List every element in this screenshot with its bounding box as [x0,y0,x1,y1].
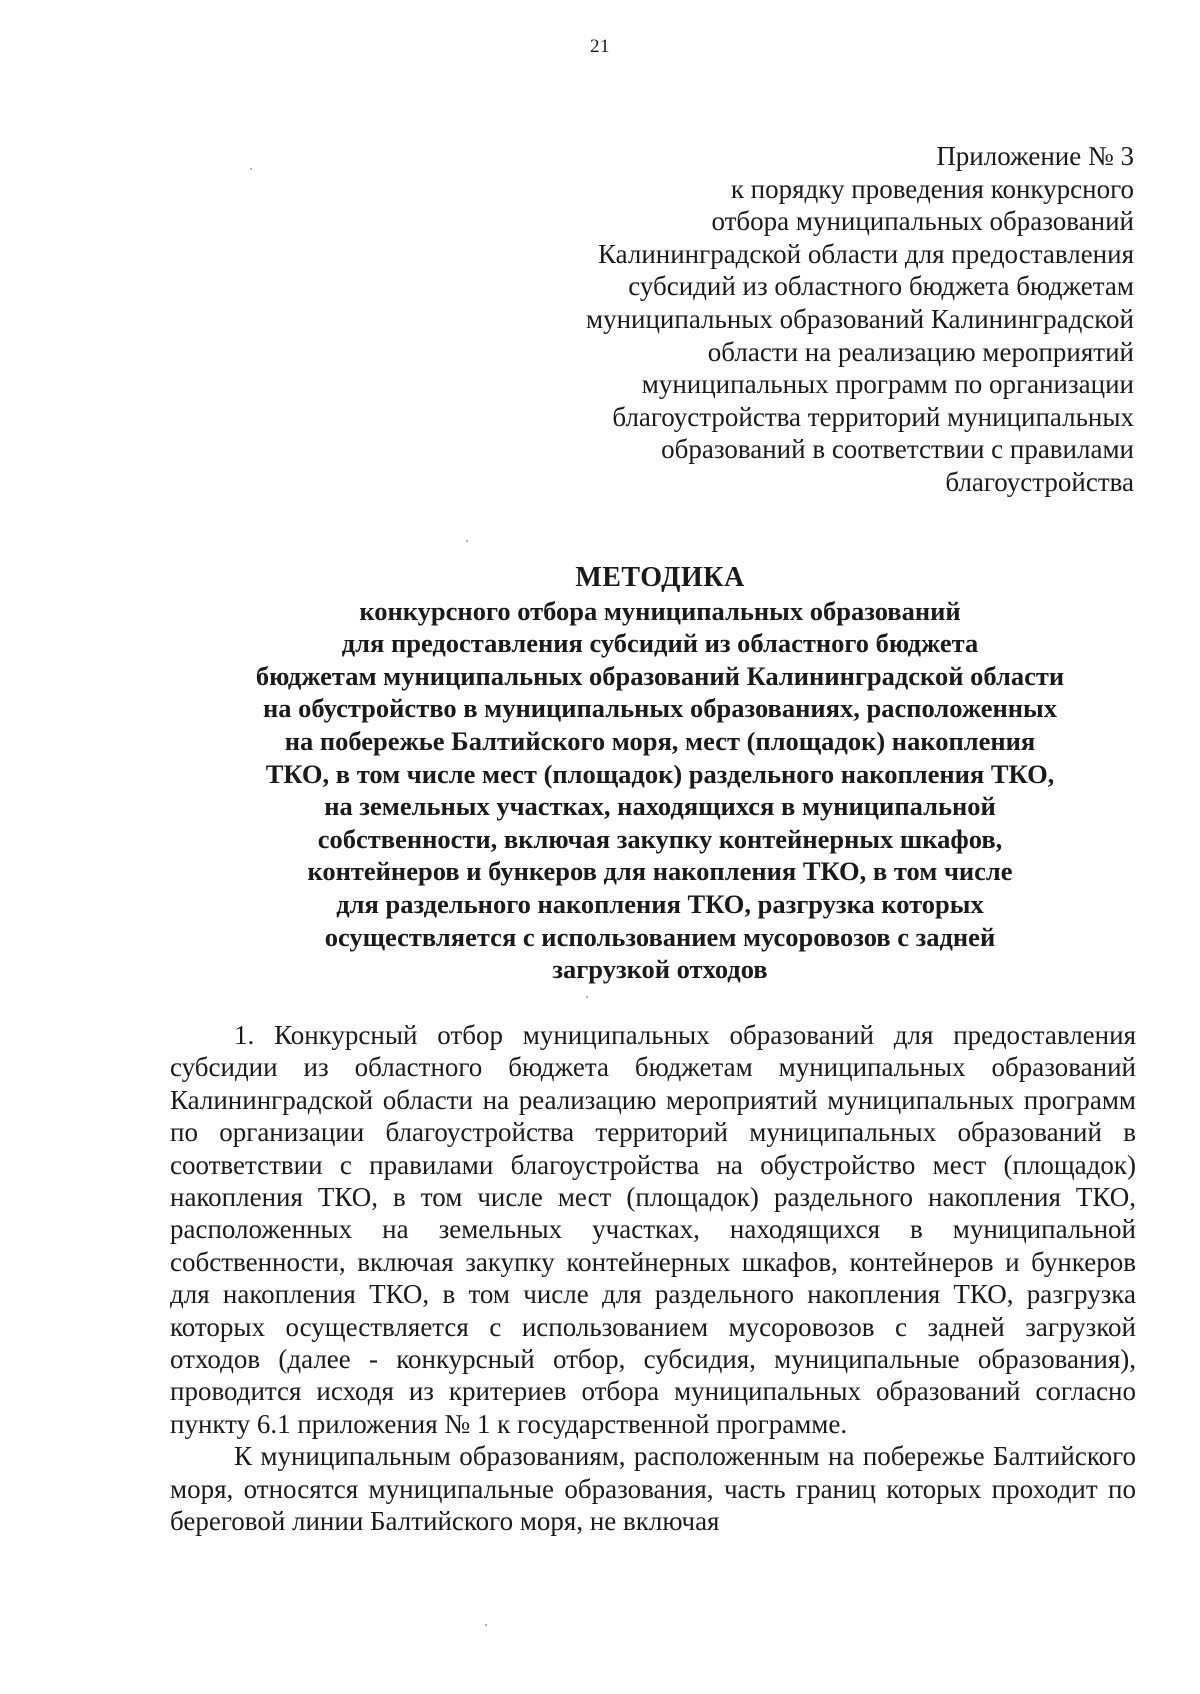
appendix-line: благоустройства [945,466,1134,497]
appendix-line: Калининградской области для предоставления [597,238,1134,269]
heading-line: для раздельного накопления ТКО, разгрузка которых [336,888,984,919]
document-heading [120,562,1200,986]
body-text [170,1019,1136,1538]
heading-line: для предоставления субсидий из областного бюджета [341,628,979,659]
heading-line: контейнеров и бункеров для накопления ТКО, в том числе [307,856,1013,887]
appendix-line: области на реализацию мероприятий [707,336,1134,367]
heading-line: на побережье Балтийского моря, мест (площадок) накопления [284,725,1036,756]
scan-speck [485,1624,487,1626]
appendix-line: отбора муниципальных образований [711,206,1134,237]
heading-line: на обустройство в муниципальных образованиях, расположенных [263,693,1057,724]
scan-speck [586,996,588,998]
heading-line: ТКО, в том числе мест (площадок) раздельного накопления ТКО, [265,758,1055,789]
appendix-line: к порядку проведения конкурсного [730,173,1134,204]
heading-line: бюджетам муниципальных образований Калининградской области [255,660,1065,691]
heading-line: на земельных участках, находящихся в муниципальной [324,791,996,822]
appendix-title: Приложение № 3 [936,141,1134,171]
appendix-line: субсидий из областного бюджета бюджетам [628,271,1134,302]
heading-line: осуществляется с использованием мусоровозов с задней [324,921,996,952]
appendix-line: благоустройства территорий муниципальных [612,401,1134,432]
paragraph-2: К муниципальным образованиям, расположенным на побережье Балтийского моря, относятся муниципальные образования, часть границ которых проходит по береговой линии Балтийского моря, не включая [170,1441,1136,1537]
heading-title: МЕТОДИКА [575,562,745,593]
heading-line: собственности, включая закупку контейнерных шкафов, [317,823,1003,854]
heading-line: загрузкой отходов [552,954,768,985]
scan-speck [466,540,468,542]
page-number: 21 [590,36,610,57]
paragraph-1: 1. Конкурсный отбор муниципальных образований для предоставления субсидии из областного бюджета бюджетам муниципальных образований Калининградской области на реализацию мероприятий муниципальных программ по организации благоустройства территорий муниципальных образований в соответствии с правилами благоустройства на обустройство мест (площадок) накопления ТКО, в том числе мест (площадок) раздельного накопления ТКО, расположенных на земельных участках, находящихся в муниципальной собственности, включая закупку контейнерных шкафов, контейнеров и бункеров для накопления ТКО, в том числе для раздельного накопления ТКО, разгрузка которых осуществляется с использованием мусоровозов с задней загрузкой отходов (далее - конкурсный отбор, субсидия, муниципальные образования), проводится исходя из критериев отбора муниципальных образований согласно пункту 6.1 приложения № 1 к государственной программе. [170,1020,1136,1439]
appendix-line: муниципальных программ по организации [641,369,1134,400]
heading-line: конкурсного отбора муниципальных образований [359,595,961,626]
appendix-block [534,140,1134,499]
appendix-line: образований в соответствии с правилами [661,434,1134,465]
scan-speck [250,168,252,170]
appendix-line: муниципальных образований Калининградской [585,303,1134,334]
